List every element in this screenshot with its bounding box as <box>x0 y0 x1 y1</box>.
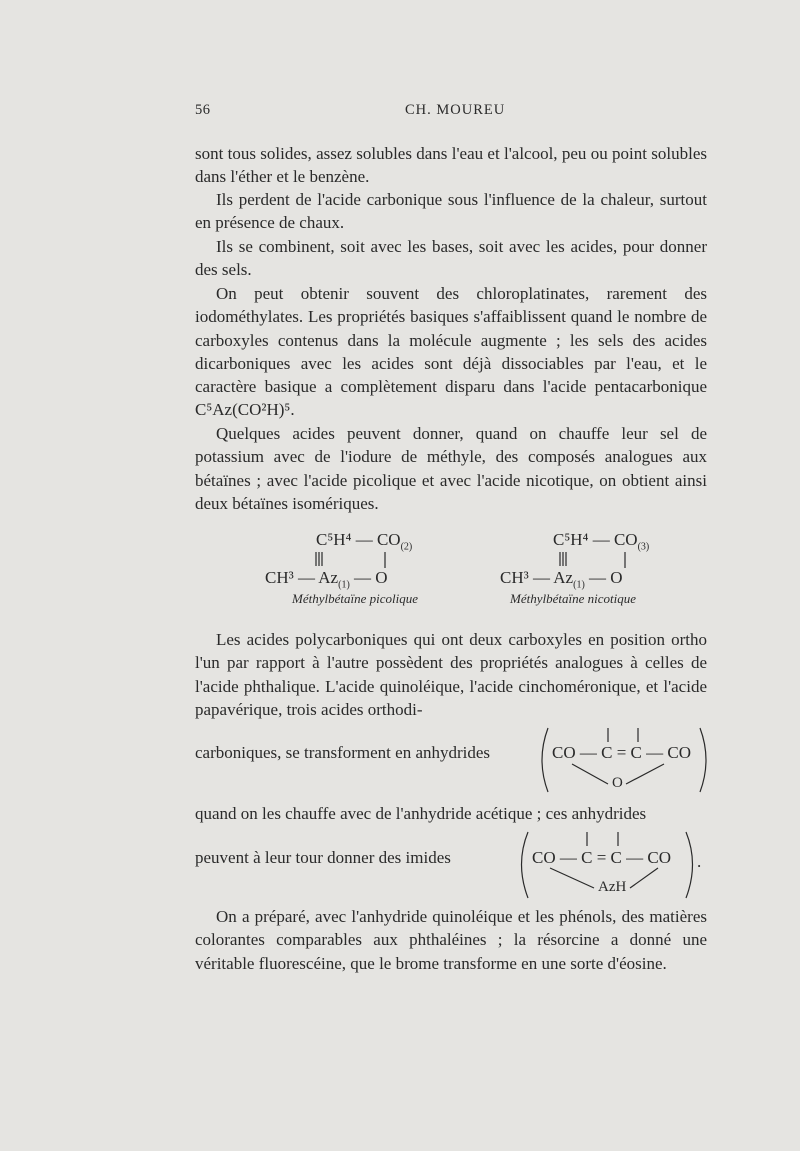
anhydride-open-paren <box>542 728 548 792</box>
formula-right-caption: Méthylbétaïne nicotique <box>510 591 636 606</box>
paragraph-7: On a préparé, avec l'anhydride quinoléique et les phénols, des matières colorantes comparables aux phthaléines ; la résorcine a donné une véritable fluorescéine, que le brome transforme en une sorte d'éosine. <box>195 907 707 973</box>
paragraph-6-line-anhydrides: carboniques, se transforment en anhydrides <box>195 743 491 762</box>
formula-left-top: C⁵H⁴ — $CO_{(2)}$ <box>316 530 413 553</box>
formula-left-bottom: CH³ — $Az_{(1)}$ — O <box>265 568 388 591</box>
anhydride-bridge-right <box>626 764 664 784</box>
formula-right-top: C⁵H⁴ — $CO_{(3)}$ <box>553 530 650 553</box>
anhydride-bridge-oxygen: O <box>612 775 623 791</box>
anhydride-close-paren <box>700 728 706 792</box>
paragraph-3: Ils se combinent, soit avec les bases, soit avec les acides, pour donner des sels. <box>195 237 707 280</box>
paragraph-6: Les acides polycarboniques qui ont deux carboxyles en position ortho l'un par rapport à l'autre possèdent des propriétés analogues à celles de l'acide phthalique. L'acide quinoléique, l'acide cinchoméronique, et l'acide papavérique, trois acides orthodi- <box>195 630 707 719</box>
paragraph-6-line-heat: quand on les chauffe avec de l'anhydride acétique ; ces anhydrides <box>195 804 647 823</box>
imide-bridge-left <box>550 868 594 888</box>
page-number: 56 <box>195 102 211 118</box>
formula-left-caption: Méthylbétaïne picolique <box>292 591 418 606</box>
anhydride-formula-row: CO — C = C — CO <box>552 743 691 762</box>
paragraph-5: Quelques acides peuvent donner, quand on chauffe leur sel de potassium avec de l'iodure de méthyle, des composés analogues aux bétaïnes ; avec l'acide picolique et avec l'acide nicotique, on obtient ainsi deux bétaïnes isomériques. <box>195 424 707 513</box>
anhydride-bridge-left <box>572 764 608 784</box>
paragraph-6-line-imides: peuvent à leur tour donner des imides <box>195 848 451 867</box>
paragraph-2: Ils perdent de l'acide carbonique sous l'influence de la chaleur, surtout en présence de chaux. <box>195 190 707 233</box>
running-title: CH. MOUREU <box>405 102 506 118</box>
imide-bridge-right <box>630 868 658 888</box>
imide-bridge-azh: AzH <box>598 879 627 895</box>
imide-close-paren <box>686 832 693 898</box>
paragraph-1: sont tous solides, assez solubles dans l'eau et l'alcool, peu ou point solubles dans l'éther et le benzène. <box>195 144 707 187</box>
imide-trailing-period: . <box>697 852 702 871</box>
imide-open-paren <box>522 832 529 898</box>
imide-formula-row: CO — C = C — CO <box>532 848 671 867</box>
formula-right-bottom: CH³ — $Az_{(1)}$ — O <box>500 568 623 591</box>
paragraph-4: On peut obtenir souvent des chloroplatinates, rarement des iodométhylates. Les propriétés basiques s'affaiblissent quand le nombre de carboxyles contenus dans la molécule augmente ; les sels des acides dicarboniques avec les acides sont déjà dissociables par l'eau, et le caractère basique a complètement disparu dans l'acide pentacarbonique C⁵Az(CO²H)⁵. <box>195 284 707 420</box>
